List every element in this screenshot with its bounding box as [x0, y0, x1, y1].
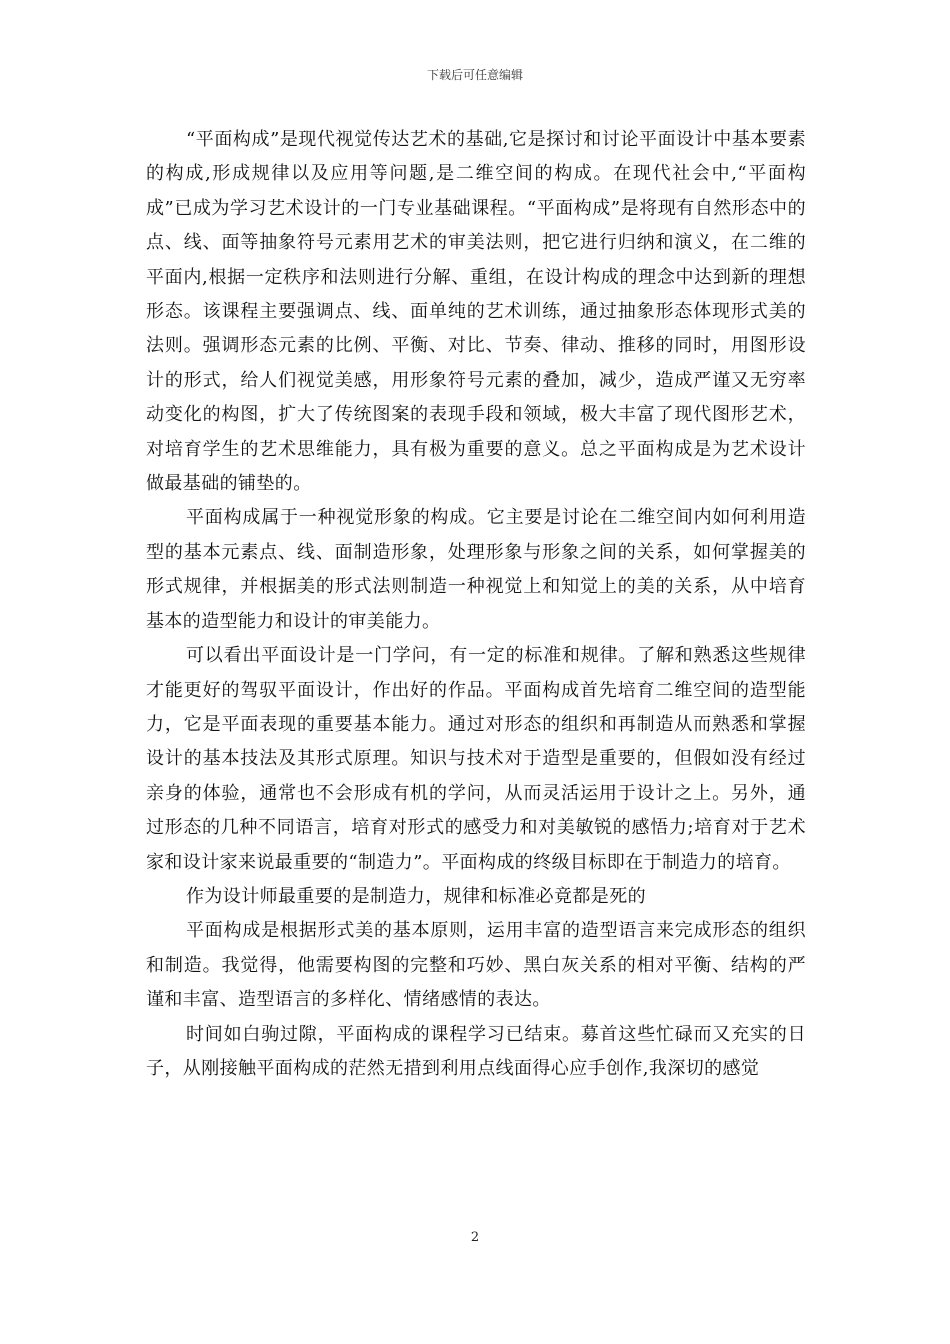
- document-body: [146, 123, 806, 1086]
- paragraph-2: 平面构成属于一种视觉形象的构成。它主要是讨论在二维空间内如何利用造型的基本元素点、线、面制造形象，处理形象与形象之间的关系，如何掌握美的形式规律，并根据美的形式法则制造一种视觉上和知觉上的美的关系，从中培育基本的造型能力和设计的审美能力。: [146, 507, 806, 632]
- page-number: 2: [470, 1230, 480, 1245]
- paragraph-4: 作为设计师最重要的是制造力，规律和标准必竟都是死的: [186, 885, 646, 907]
- paragraph-3: 可以看出平面设计是一门学问，有一定的标准和规律。了解和熟悉这些规律才能更好的驾驭平面设计，作出好的作品。平面构成首先培育二维空间的造型能力，它是平面表现的重要基本能力。通过对形态的组织和再制造从而熟悉和掌握设计的基本技法及其形式原理。知识与技术对于造型是重要的，但假如没有经过亲身的体验，通常也不会形成有机的学问，从而灵活运用于设计之上。另外，通过形态的几种不同语言，培育对形式的感受力和对美敏锐的感悟力;培育对于艺术家和设计家来说最重要的“制造力”。平面构成的终级目标即在于制造力的培育。: [146, 645, 806, 873]
- page-header: 下载后可任意编辑: [426, 68, 523, 82]
- paragraph-1: “平面构成”是现代视觉传达艺术的基础,它是探讨和讨论平面设计中基本要素的构成,形成规律以及应用等问题,是二维空间的构成。在现代社会中,“平面构成”已成为学习艺术设计的一门专业基础课程。“平面构成”是将现有自然形态中的点、线、面等抽象符号元素用艺术的审美法则，把它进行归纳和演义，在二维的平面内,根据一定秩序和法则进行分解、重组，在设计构成的理念中达到新的理想形态。该课程主要强调点、线、面单纯的艺术训练，通过抽象形态体现形式美的法则。强调形态元素的比例、平衡、对比、节奏、律动、推移的同时，用图形设计的形式，给人们视觉美感，用形象符号元素的叠加，减少，造成严谨又无穷率动变化的构图，扩大了传统图案的表现手段和领域，极大丰富了现代图形艺术，对培育学生的艺术思维能力，具有极为重要的意义。总之平面构成是为艺术设计做最基础的铺垫的。: [146, 129, 806, 495]
- paragraph-6: 时间如白驹过隙，平面构成的课程学习已结束。募首这些忙碌而又充实的日子，从刚接触平面构成的茫然无措到利用点线面得心应手创作,我深切的感觉: [146, 1023, 806, 1079]
- paragraph-5: 平面构成是根据形式美的基本原则，运用丰富的造型语言来完成形态的组织和制造。我觉得，他需要构图的完整和巧妙、黑白灰关系的相对平衡、结构的严谨和丰富、造型语言的多样化、情绪感情的表达。: [146, 920, 806, 1011]
